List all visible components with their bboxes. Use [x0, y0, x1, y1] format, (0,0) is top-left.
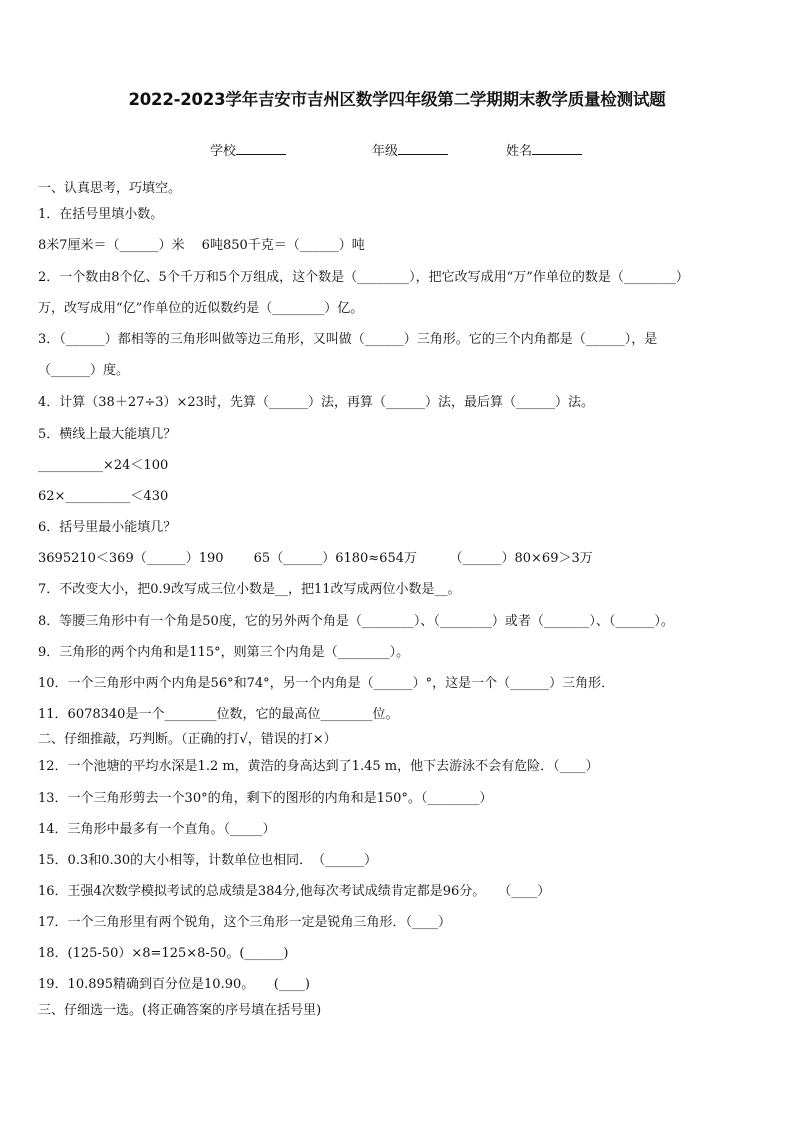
page-title: 2022-2023学年吉安市吉州区数学四年级第二学期期末教学质量检测试题 — [128, 90, 666, 109]
school-field — [210, 140, 286, 159]
section-3-heading: 三、仔细选一选。(将正确答案的序号填在括号里) — [38, 1003, 322, 1018]
question-8: 8．等腰三角形中有一个角是50度，它的另外两个角是（________）、（________）或者（_______）、（______）。 — [38, 614, 674, 629]
question-1: 1．在括号里填小数。 — [38, 207, 164, 222]
question-11: 11．6078340是一个________位数，它的最高位________位。 — [38, 707, 399, 722]
question-17: 17．一个三角形里有两个锐角，这个三角形一定是锐角三角形．（____） — [38, 915, 452, 930]
question-6-content: 3695210＜369（______）190 65（______）6180≈654万 （______）80×69＞3万 — [38, 551, 593, 566]
question-2-cont: 万，改写成用“亿”作单位的近似数约是（________）亿。 — [38, 301, 364, 316]
question-5: 5．横线上最大能填几？ — [38, 427, 177, 442]
grade-blank[interactable] — [398, 142, 448, 155]
question-14: 14．三角形中最多有一个直角。（_____） — [38, 822, 276, 837]
question-16: 16．王强4次数学模拟考试的总成绩是384分,他每次考试成绩肯定都是96分。 （____） — [38, 884, 551, 899]
school-blank[interactable] — [236, 142, 286, 155]
question-3: 3．（______）都相等的三角形叫做等边三角形，又叫做（______）三角形。它的三个内角都是（______），是 — [38, 332, 658, 347]
question-10: 10．一个三角形中两个内角是56°和74°，另一个内角是（______）°，这是一个（______）三角形． — [38, 676, 615, 691]
name-field — [506, 140, 582, 159]
question-18: 18．(125-50）×8=125×8-50。(______) — [38, 946, 289, 961]
question-4: 4．计算（38＋27÷3）×23时，先算（______）法，再算（______）法，最后算（______）法。 — [38, 395, 594, 410]
question-15: 15．0.3和0.30的大小相等，计数单位也相同． （______） — [38, 853, 378, 868]
grade-field — [372, 140, 448, 159]
question-1-content: 8米7厘米＝（______）米 6吨850千克＝（______）吨 — [38, 238, 365, 253]
question-5-a: __________×24＜100 — [38, 458, 169, 473]
question-3-cont: （______）度。 — [38, 363, 130, 378]
school-label: 学校 — [210, 144, 237, 159]
question-19: 19．10.895精确到百分位是10.90。 (____) — [38, 977, 310, 992]
question-6: 6．括号里最小能填几？ — [38, 520, 177, 535]
question-12: 12．一个池塘的平均水深是1.2 m，黄浩的身高达到了1.45 m，他下去游泳不会有危险．（____） — [38, 759, 599, 774]
question-2: 2．一个数由8个亿、5个千万和5个万组成，这个数是（________），把它改写成用“万”作单位的数是（________） — [38, 270, 689, 285]
question-9: 9．三角形的两个内角和是115°，则第三个内角是（________）。 — [38, 645, 410, 660]
question-5-b: 62×__________＜430 — [38, 489, 169, 504]
question-7: 7．不改变大小，把0.9改写成三位小数是__，把11改写成两位小数是__。 — [38, 582, 461, 597]
section-2-heading: 二、仔细推敲，巧判断。（正确的打√，错误的打×） — [38, 732, 337, 747]
grade-label: 年级 — [372, 144, 399, 159]
question-13: 13．一个三角形剪去一个30°的角，剩下的图形的内角和是150°。（________） — [38, 791, 493, 806]
section-1-heading: 一、认真思考，巧填空。 — [38, 181, 182, 196]
name-blank[interactable] — [532, 142, 582, 155]
name-label: 姓名 — [506, 144, 533, 159]
